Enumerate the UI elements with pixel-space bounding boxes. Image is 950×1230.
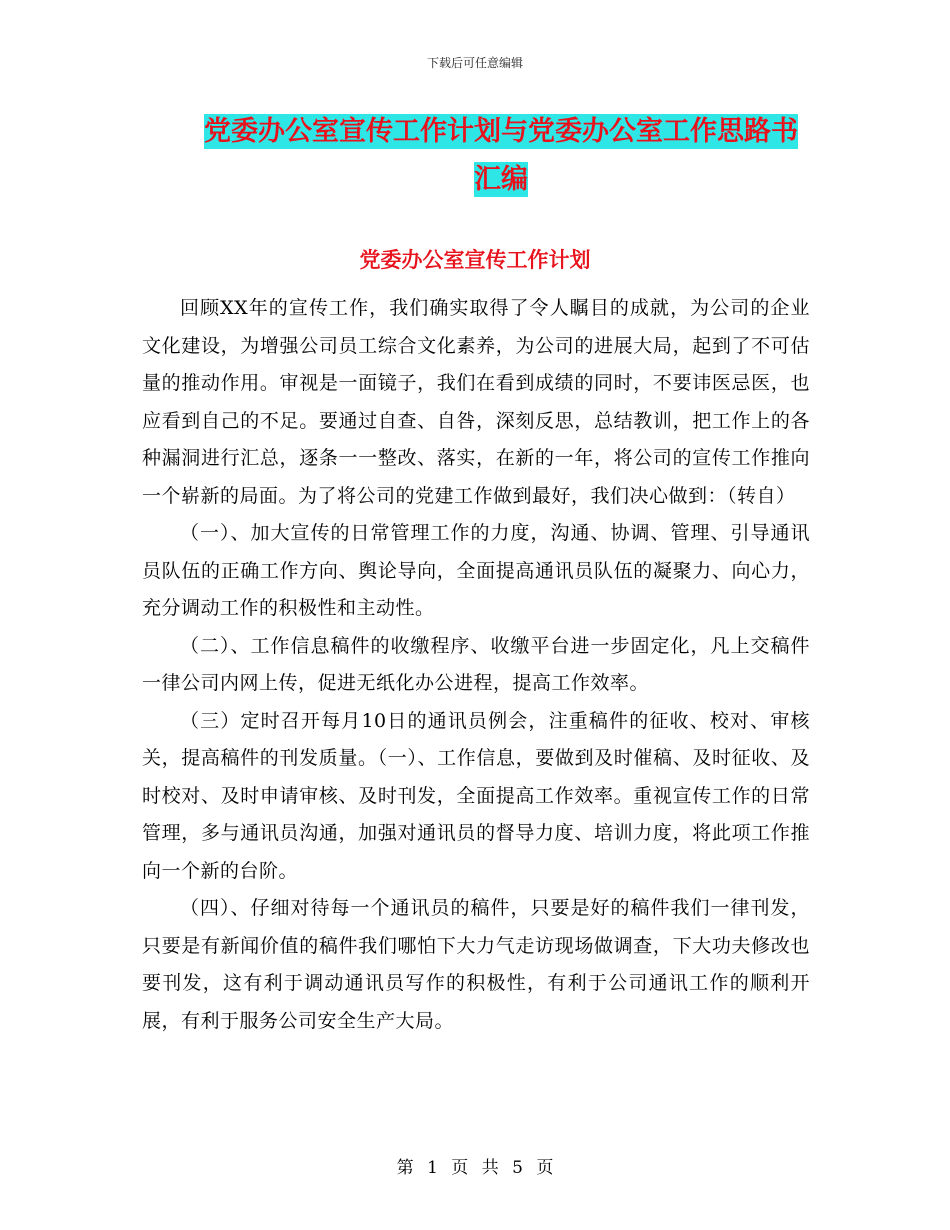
paragraph-item-2: （二）、工作信息稿件的收缴程序、收缴平台进一步固定化，凡上交稿件一律公司内网上传，促进无纸化办公进程，提高工作效率。 xyxy=(142,634,810,694)
paragraph-item-1: （一）、加大宣传的日常管理工作的力度，沟通、协调、管理、引导通讯员队伍的正确工作方向、舆论导向，全面提高通讯员队伍的凝聚力、向心力，充分调动工作的积极性和主动性。 xyxy=(142,522,810,619)
document-title xyxy=(195,108,807,204)
paragraph-intro: 回顾XX年的宣传工作，我们确实取得了令人瞩目的成就，为公司的企业文化建设，为增强公司员工综合文化素养，为公司的进展大局，起到了不可估量的推动作用。审视是一面镜子，我们在看到成绩的同时，不要讳医忌医，也应看到自己的不足。要通过自查、自咎，深刻反思，总结教训，把工作上的各种漏洞进行汇总，逐条一一整改、落实，在新的一年，将公司的宣传工作推向一个崭新的局面。为了将公司的党建工作做到最好，我们决心做到：（转自） xyxy=(142,297,810,507)
paragraph-item-4: （四）、仔细对待每一个通讯员的稿件，只要是好的稿件我们一律刊发，只要是有新闻价值的稿件我们哪怕下大力气走访现场做调查，下大功夫修改也要刊发，这有利于调动通讯员写作的积极性，有利于公司通讯工作的顺利开展，有利于服务公司安全生产大局。 xyxy=(142,897,810,1032)
section-title: 党委办公室宣传工作计划 xyxy=(359,248,591,272)
footer-page-unit: 页 xyxy=(451,1158,469,1178)
header-note: 下载后可任意编辑 xyxy=(426,56,523,70)
page-footer xyxy=(0,1153,950,1178)
footer-total-pages: 5 xyxy=(512,1158,523,1178)
footer-total-unit: 页 xyxy=(536,1158,554,1178)
footer-page-number: 1 xyxy=(427,1158,438,1178)
document-title-text: 党委办公室宣传工作计划与党委办公室工作思路书汇编 xyxy=(204,116,798,195)
footer-total-prefix: 共 xyxy=(481,1158,499,1178)
footer-prefix: 第 xyxy=(396,1158,414,1178)
paragraph-item-3: （三）定时召开每月10日的通讯员例会，注重稿件的征收、校对、审核关，提高稿件的刊发质量。（一）、工作信息，要做到及时催稿、及时征收、及时校对、及时申请审核、及时刊发，全面提高工作效率。重视宣传工作的日常管理，多与通讯员沟通，加强对通讯员的督导力度、培训力度，将此项工作推向一个新的台阶。 xyxy=(142,709,810,882)
body-text xyxy=(142,290,810,1040)
